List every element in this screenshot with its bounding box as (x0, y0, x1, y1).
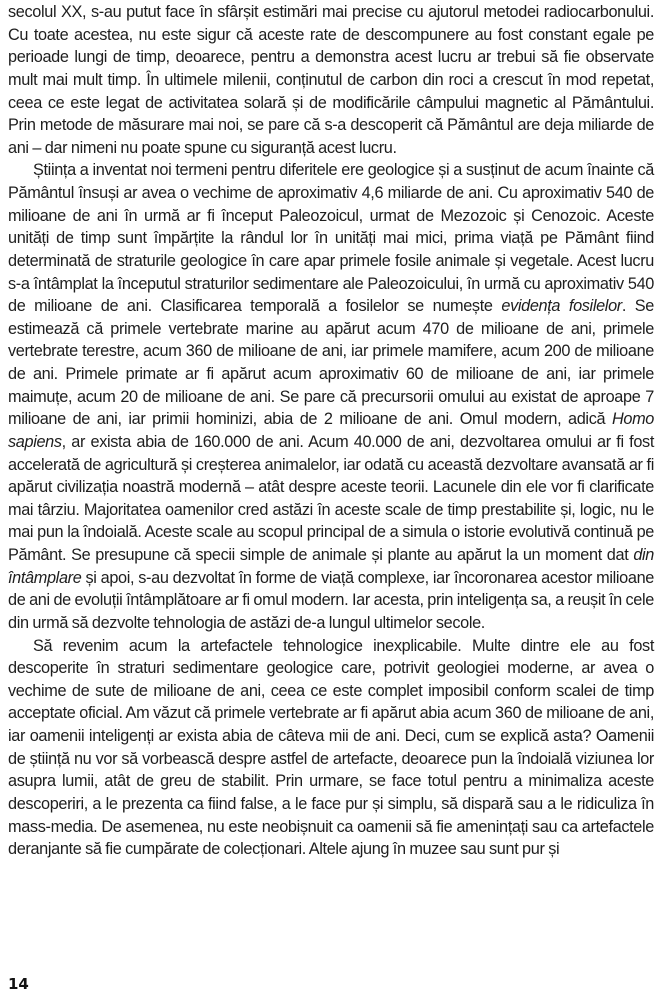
italic-term-evidenta-fosilelor: evidența fosilelor (501, 297, 622, 316)
page-number: 14 (8, 975, 29, 993)
paragraph-text: Să revenim acum la artefactele tehnologice inexplicabile. Multe dintre ele au fost descoperite în straturi sedimentare geologice care, potrivit geologiei moderne, ar avea o vechime de sute de milioane de ani, ceea ce este complet imposibil conform scalei de timp acceptate oficial. Am văzut că primele vertebrate ar fi apărut abia acum 360 de milioane de ani, iar oamenii inteligenți ar exista abia de câteva mii de ani. Deci, cum se explică asta? Oamenii de știință nu vor să vorbească despre astfel de artefacte, deoarece pun la îndoială viziunea lor asupra lumii, atât de greu de stabilit. Prin urmare, se face totul pentru a minimaliza aceste descoperiri, a le prezenta ca fiind false, a le face pur și simplu, să dispară sau a le ridiculiza în mass-media. De asemenea, nu este neobișnuit ca oamenii să fie amenințați sau ca artefactele deranjante să fie cumpărate de colecționari. Altele ajung în muzee sau sunt pur și (8, 636, 654, 859)
italic-term-homo-sapiens: Homo sapiens (8, 410, 654, 451)
paragraph-text: . Se estimează că primele vertebrate marine au apărut acum 470 de milioane de ani, primele vertebrate terestre, acum 360 de milioane de ani, iar primele mamifere, acum 200 de milioane de ani. Primele primate ar fi apărut acum aproximativ 60 de milioane de ani, iar primele maimuțe, acum 20 de milioane de ani. Se pare că precursorii omului au existat de aproape 7 milioane de ani, iar primii hominizi, abia de 2 milioane de ani. Omul modern, adică (8, 297, 654, 429)
paragraph-radiocarbon (8, 1, 654, 159)
paragraph-text: , ar exista abia de 160.000 de ani. Acum 40.000 de ani, dezvoltarea omului ar fi fost accelerată de agricultură și creșterea animalelor, iar odată cu această dezvoltare avansată ar fi apărut civilizația noastră modernă – atât despre aceste teorii. Lacunele din ele vor fi clarificate mai târziu. Majoritatea oamenilor cred astăzi în aceste scale de timp prestabilite și, logic, nu le mai pun la îndoială. Aceste scale au scopul principal de a simula o istorie evolutivă continuă pe Pământ. Se presupune că specii simple de animale și plante au apărut la un moment dat (8, 432, 654, 564)
paragraph-text: secolul XX, s-au putut face în sfârșit estimări mai precise cu ajutorul metodei radiocarbonului. Cu toate acestea, nu este sigur că aceste rate de descompunere au fost constant egale pe perioade lungi de timp, deoarece, pentru a demonstra acest lucru ar trebui să fie observate mult mai mult timp. În ultimele milenii, conținutul de carbon din roci a crescut în mod repetat, ceea ce este legat de activitatea solară și de modificările câmpului magnetic al Pământului. Prin metode de măsurare mai noi, se pare că s-a descoperit că Pământul are deja miliarde de ani – dar nimeni nu poate spune cu siguranță acest lucru. (8, 3, 654, 157)
page-body (8, 1, 654, 861)
paragraph-text: Știința a inventat noi termeni pentru diferitele ere geologice și a susținut de acum înainte că Pământul însuși ar avea o vechime de aproximativ 4,6 miliarde de ani. Cu aproximativ 540 de milioane de ani în urmă ar fi început Paleozoicul, urmat de Mezozoic și Cenozoic. Aceste unități de timp sunt împărțite la rândul lor în unități mai mici, prima viață pe Pământ fiind determinată de straturile geologice în care apar primele fosile animale și vegetale. Acest lucru s-a întâmplat la începutul straturilor sedimentare ale Paleozoicului, în urmă cu aproximativ 540 de milioane de ani. Clasificarea temporală a fosilelor se numește (8, 161, 654, 316)
paragraph-geologic-eras (8, 159, 654, 634)
italic-term-din-intamplare: din întâmplare (8, 546, 654, 587)
paragraph-artefacts (8, 635, 654, 861)
paragraph-text: și apoi, s-au dezvoltat în forme de viață complexe, iar încoronarea acestor milioane de ani de evoluții întâmplătoare ar fi omul modern. Iar acesta, prin inteligența sa, a reușit în cele din urmă să dezvolte tehnologia de astăzi de-a lungul ultimelor secole. (8, 568, 654, 632)
